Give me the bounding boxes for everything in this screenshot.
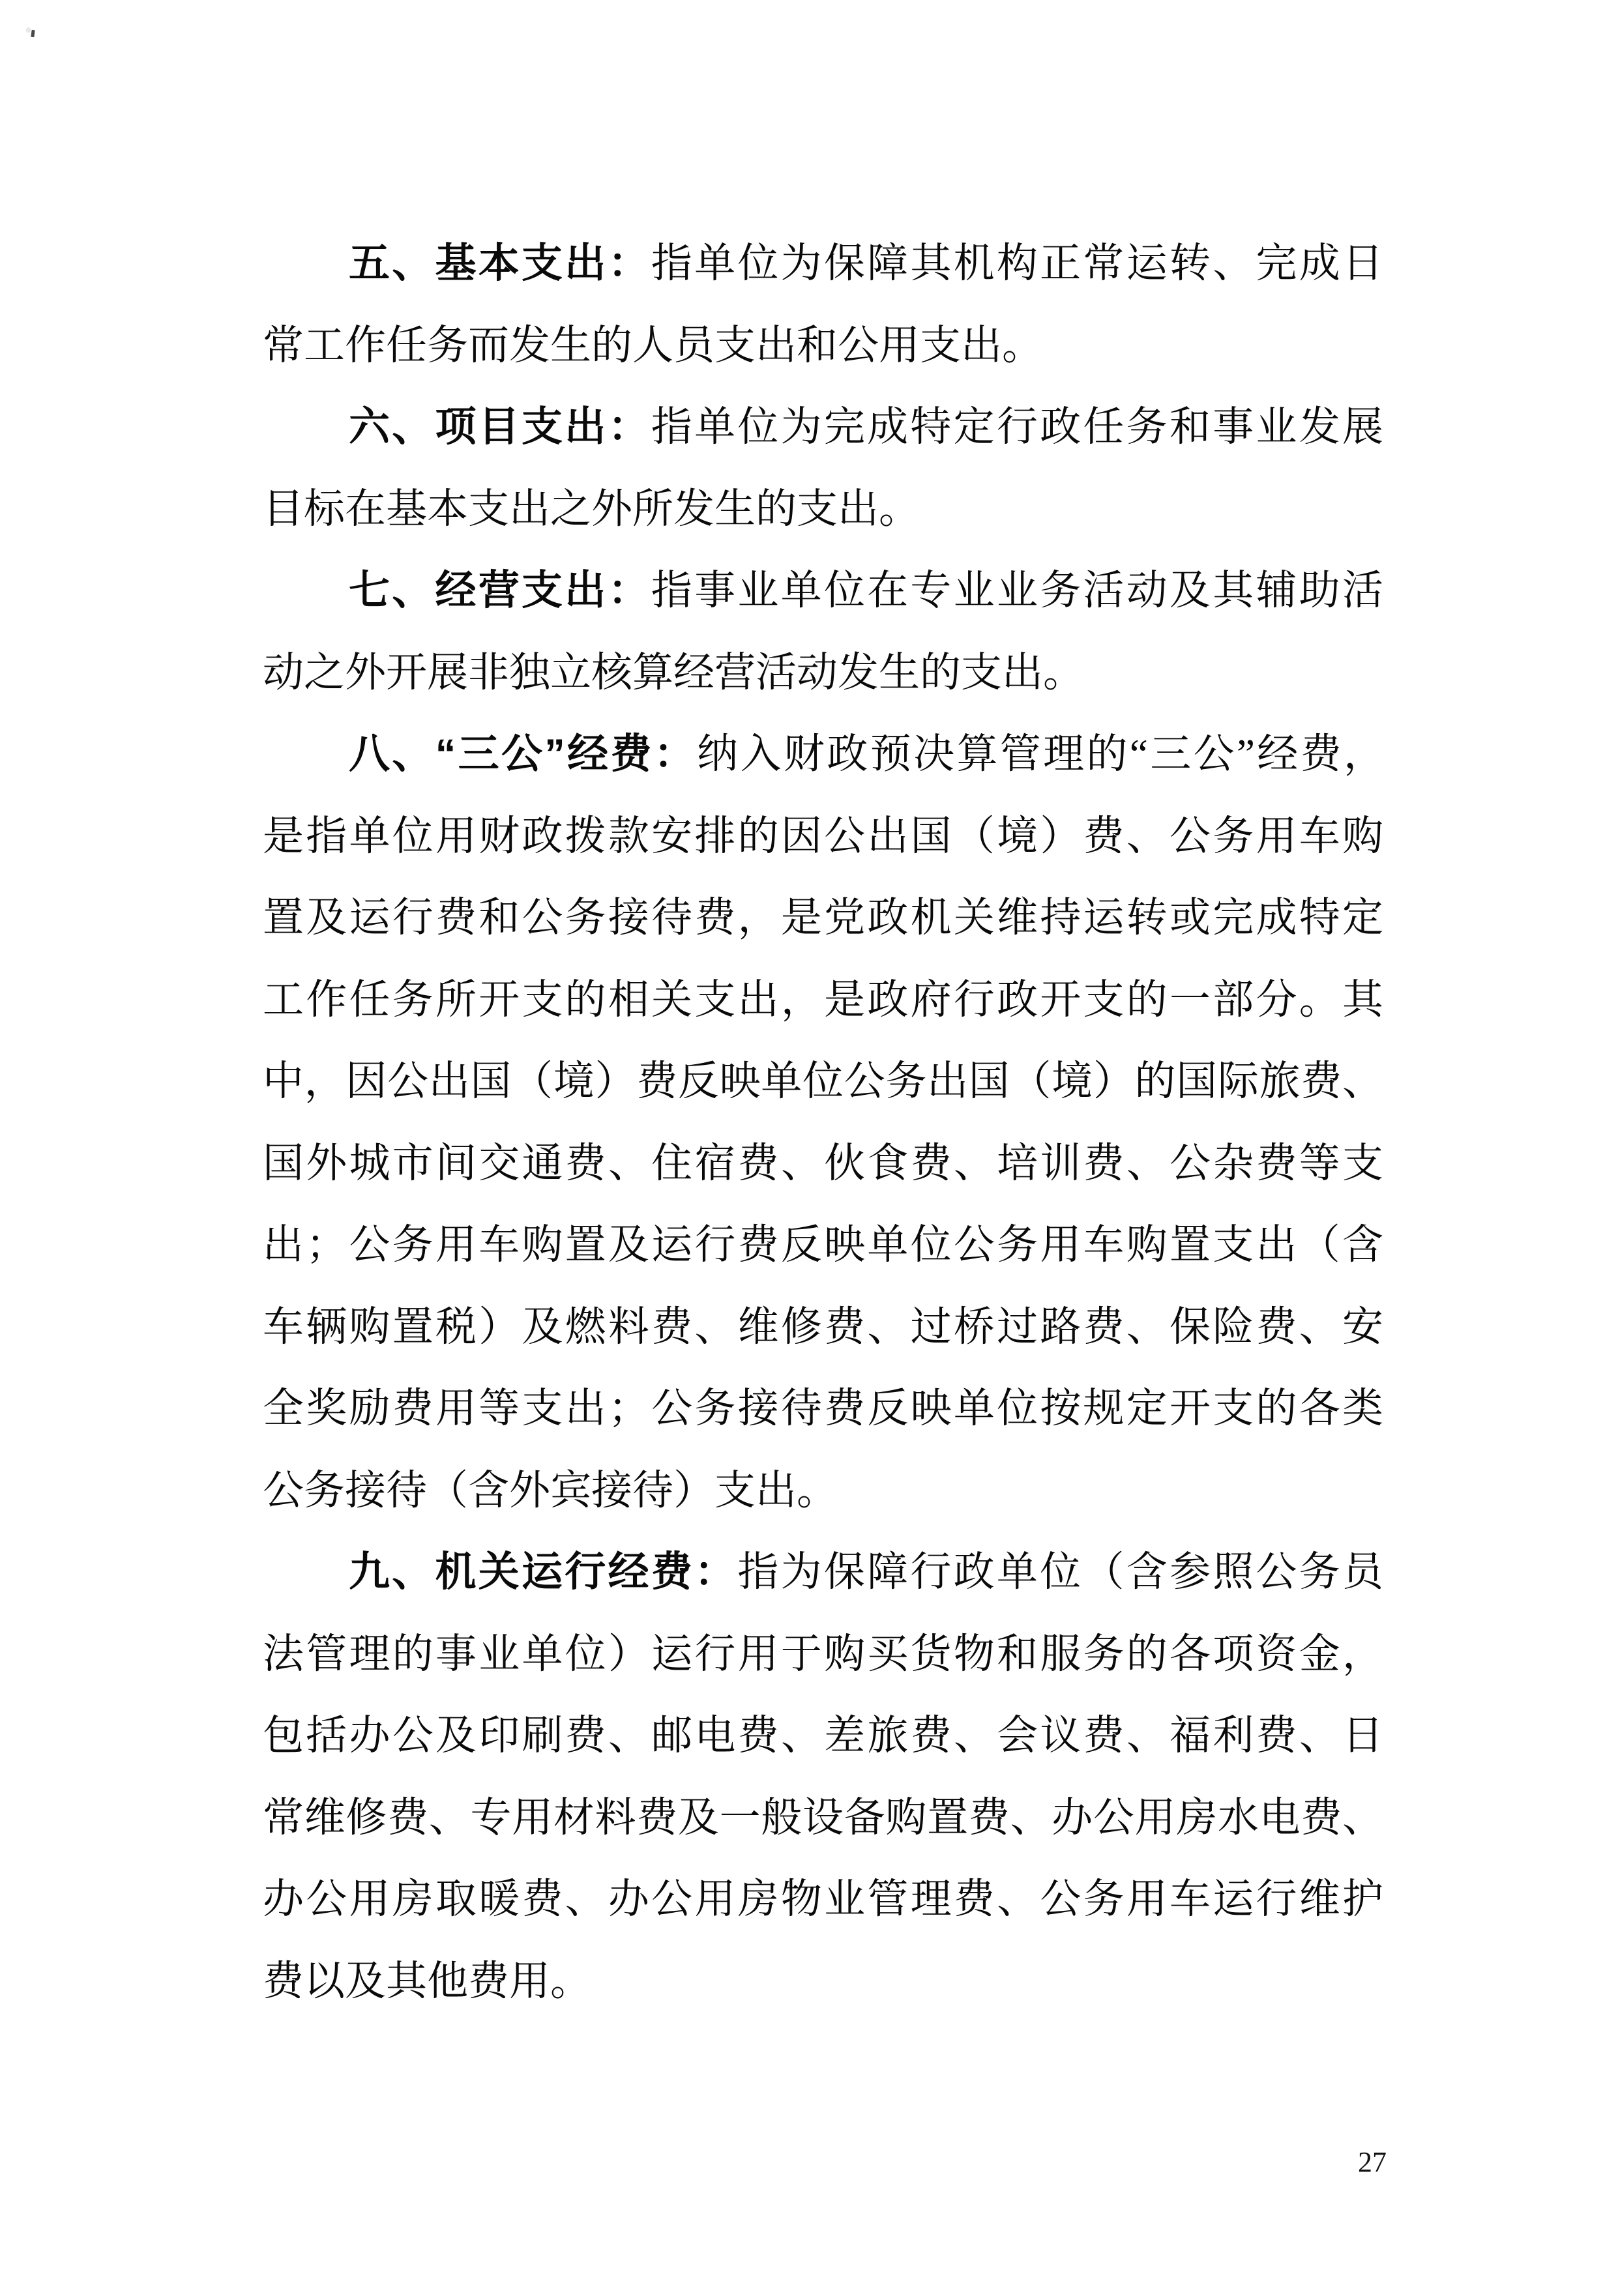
paragraph-text: 工作任务所开支的相关支出，是政府行政开支的一部分。其 — [263, 976, 1383, 1023]
paragraph-text: 全奖励费用等支出；公务接待费反映单位按规定开支的各类 — [263, 1386, 1383, 1431]
paragraph-head: 五、基本支出： — [349, 240, 651, 286]
paragraph-text: 费以及其他费用。 — [263, 1958, 591, 2004]
text-line — [263, 1286, 1383, 1369]
paragraph-head: 九、机关运行经费： — [349, 1549, 738, 1595]
text-line — [263, 1614, 1383, 1696]
page-number: 27 — [1358, 2146, 1387, 2178]
text-line — [263, 223, 1383, 305]
paragraph-text: 出；公务用车购置及运行费反映单位公务用车购置支出（含 — [263, 1222, 1383, 1268]
paragraph-text: 纳入财政预决算管理的“三公”经费， — [697, 731, 1383, 777]
paragraph-head: 八、“三公”经费： — [349, 731, 698, 777]
text-line — [263, 1532, 1383, 1614]
scan-speck-artifact — [31, 30, 35, 38]
paragraph-text: 常工作任务而发生的人员支出和公用支出。 — [263, 322, 1043, 368]
text-line — [263, 1368, 1383, 1450]
text-line — [263, 959, 1383, 1041]
text-line — [263, 714, 1383, 796]
paragraph-text: 是指单位用财政拨款安排的因公出国（境）费、公务用车购 — [263, 813, 1383, 859]
paragraph-text: 动之外开展非独立核算经营活动发生的支出。 — [263, 649, 1084, 695]
paragraph-text: 目标在基本支出之外所发生的支出。 — [263, 486, 920, 532]
paragraph-text: 指单位为保障其机构正常运转、完成日 — [651, 240, 1384, 286]
paragraph-text: 指单位为完成特定行政任务和事业发展 — [651, 404, 1384, 450]
text-line — [263, 469, 1383, 551]
text-line — [263, 1123, 1383, 1205]
paragraph-head: 六、项目支出： — [349, 404, 651, 450]
text-line — [263, 1859, 1383, 1941]
text-line — [263, 1695, 1383, 1777]
text-line — [263, 1041, 1383, 1123]
document-body — [263, 223, 1383, 2022]
paragraph-text: 法管理的事业单位）运行用于购买货物和服务的各项资金， — [263, 1631, 1383, 1677]
text-line — [263, 305, 1383, 387]
text-line — [263, 386, 1383, 469]
paragraph-text: 办公用房取暖费、办公用房物业管理费、公务用车运行维护 — [263, 1876, 1383, 1922]
text-line — [263, 877, 1383, 959]
paragraph-text: 包括办公及印刷费、邮电费、差旅费、会议费、福利费、日 — [263, 1713, 1383, 1758]
paragraph-text: 指为保障行政单位（含参照公务员 — [737, 1549, 1384, 1595]
paragraph-text: 置及运行费和公务接待费，是党政机关维持运转或完成特定 — [263, 895, 1383, 940]
paragraph-text: 指事业单位在专业业务活动及其辅助活 — [651, 568, 1384, 613]
paragraph-text: 常维修费、专用材料费及一般设备购置费、办公用房水电费、 — [263, 1794, 1383, 1840]
text-line — [263, 1450, 1383, 1532]
paragraph-text: 车辆购置税）及燃料费、维修费、过桥过路费、保险费、安 — [263, 1303, 1383, 1350]
text-line — [263, 550, 1383, 632]
text-line — [263, 632, 1383, 714]
paragraph-text: 国外城市间交通费、住宿费、伙食费、培训费、公杂费等支 — [263, 1140, 1383, 1186]
paragraph-text: 中，因公出国（境）费反映单位公务出国（境）的国际旅费、 — [263, 1058, 1383, 1104]
text-line — [263, 1777, 1383, 1859]
text-line — [263, 796, 1383, 878]
paragraph-head: 七、经营支出： — [349, 568, 651, 613]
paragraph-text: 公务接待（含外宾接待）支出。 — [263, 1467, 838, 1513]
text-line — [263, 1941, 1383, 2023]
text-line — [263, 1204, 1383, 1286]
